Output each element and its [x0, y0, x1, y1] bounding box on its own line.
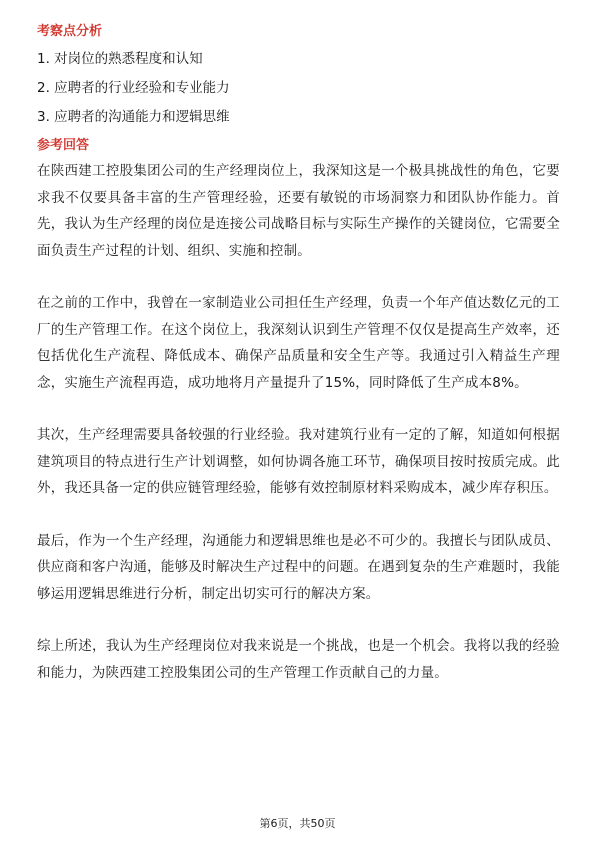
page-number: 第6页，共50页 — [259, 817, 336, 830]
analysis-heading: 考察点分析 — [37, 24, 103, 39]
answer-paragraph: 综上所述，我认为生产经理岗位对我来说是一个挑战，也是一个机会。我将以我的经验和能力，为陕西建工控股集团公司的生产管理工作贡献自己的力量。 — [37, 638, 560, 681]
analysis-point: 3. 应聘者的沟通能力和逻辑思维 — [37, 109, 230, 125]
analysis-point: 1. 对岗位的熟悉程度和认知 — [37, 51, 203, 67]
answer-paragraph: 其次，生产经理需要具备较强的行业经验。我对建筑行业有一定的了解，知道如何根据建筑项目的特点进行生产计划调整，如何协调各施工环节，确保项目按时按质完成。此外，我还具备一定的供应链管理经验，能够有效控制原材料采购成本，减少库存积压。 — [37, 427, 560, 496]
analysis-point: 2. 应聘者的行业经验和专业能力 — [37, 80, 230, 96]
page-content — [37, 22, 560, 712]
answer-paragraph: 最后，作为一个生产经理，沟通能力和逻辑思维也是必不可少的。我擅长与团队成员、供应商和客户沟通，能够及时解决生产过程中的问题。在遇到复杂的生产难题时，我能够运用逻辑思维进行分析，制定出切实可行的解决方案。 — [37, 532, 560, 602]
answer-paragraph: 在之前的工作中，我曾在一家制造业公司担任生产经理，负责一个年产值达数亿元的工厂的生产管理工作。在这个岗位上，我深刻认识到生产管理不仅仅是提高生产效率，还包括优化生产流程、降低成本、确保产品质量和安全生产等。我通过引入精益生产理念，实施生产流程再造，成功地将月产量提升了15%，同时降低了生产成本8%。 — [37, 295, 560, 391]
answer-heading: 参考回答 — [37, 138, 90, 153]
answer-paragraph: 在陕西建工控股集团公司的生产经理岗位上，我深知这是一个极具挑战性的角色，它要求我不仅要具备丰富的生产管理经验，还要有敏锐的市场洞察力和团队协作能力。首先，我认为生产经理的岗位是连接公司战略目标与实际生产操作的关键岗位，它需要全面负责生产过程的计划、组织、实施和控制。 — [37, 163, 560, 259]
